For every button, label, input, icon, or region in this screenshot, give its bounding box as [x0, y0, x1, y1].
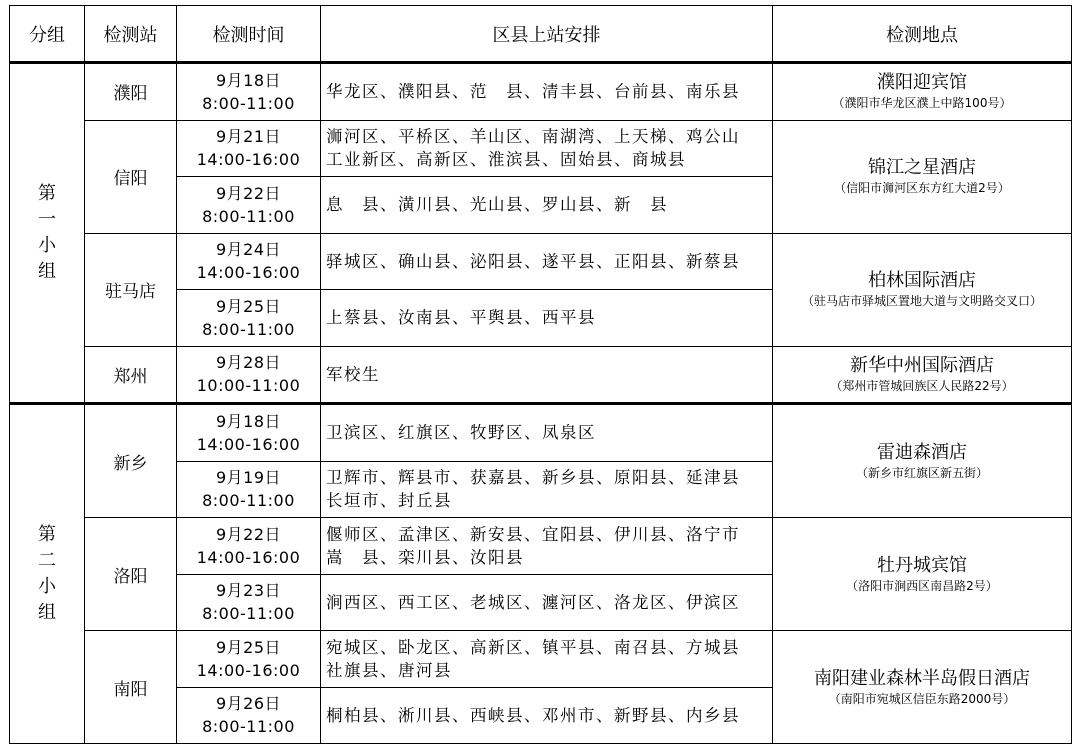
- session-districts: 息 县、潢川县、光山县、罗山县、新 县: [321, 177, 773, 234]
- session-time: 9月22日 14:00-16:00: [177, 518, 321, 575]
- header-site: 检测地点: [773, 6, 1072, 63]
- session-districts: 军校生: [321, 346, 773, 404]
- test-site: [773, 63, 1072, 121]
- table-row: [10, 233, 1072, 290]
- session-districts: 卫辉市、辉县市、获嘉县、新乡县、原阳县、延津县 长垣市、封丘县: [321, 461, 773, 518]
- station-name: 驻马店: [85, 233, 177, 346]
- table-row: [10, 120, 1072, 177]
- session-time: 9月18日 8:00-11:00: [177, 63, 321, 121]
- session-time: 9月21日 14:00-16:00: [177, 120, 321, 177]
- group-label: 第 一 小 组: [10, 63, 85, 404]
- test-site: [773, 120, 1072, 233]
- station-name: 南阳: [85, 631, 177, 744]
- group-label: 第 二 小 组: [10, 404, 85, 744]
- test-site: [773, 404, 1072, 518]
- site-address: （南阳市宛城区信臣东路2000号）: [828, 691, 1016, 706]
- session-districts: 桐柏县、淅川县、西峡县、邓州市、新野县、内乡县: [321, 687, 773, 744]
- header-station: 检测站: [85, 6, 177, 63]
- schedule-frame: [9, 5, 1072, 744]
- site-address: （驻马店市驿城区置地大道与文明路交叉口）: [801, 294, 1042, 308]
- site-name: 牡丹城宾馆: [877, 554, 967, 576]
- session-districts: 上蔡县、汝南县、平舆县、西平县: [321, 290, 773, 347]
- session-time: 9月25日 14:00-16:00: [177, 631, 321, 688]
- header-row: [10, 6, 1072, 63]
- header-time: 检测时间: [177, 6, 321, 63]
- session-time: 9月23日 8:00-11:00: [177, 574, 321, 631]
- session-time: 9月25日 8:00-11:00: [177, 290, 321, 347]
- station-name: 郑州: [85, 346, 177, 404]
- session-districts: 华龙区、濮阳县、范 县、清丰县、台前县、南乐县: [321, 63, 773, 121]
- test-site: [773, 631, 1072, 744]
- site-name: 南阳建业森林半岛假日酒店: [814, 667, 1030, 689]
- table-row: [10, 346, 1072, 404]
- site-address: （濮阳市华龙区濮上中路100号）: [832, 96, 1012, 111]
- station-name: 濮阳: [85, 63, 177, 121]
- station-name: 新乡: [85, 404, 177, 518]
- session-districts: 驿城区、确山县、泌阳县、遂平县、正阳县、新蔡县: [321, 233, 773, 290]
- session-time: 9月24日 14:00-16:00: [177, 233, 321, 290]
- table-row: [10, 518, 1072, 575]
- session-districts: 卫滨区、红旗区、牧野区、凤泉区: [321, 404, 773, 462]
- schedule-table: [9, 5, 1072, 744]
- table-row: [10, 631, 1072, 688]
- header-group: 分组: [10, 6, 85, 63]
- site-name: 濮阳迎宾馆: [877, 72, 967, 94]
- session-time: 9月26日 8:00-11:00: [177, 687, 321, 744]
- header-districts: 区县上站安排: [321, 6, 773, 63]
- site-name: 柏林国际酒店: [868, 270, 976, 291]
- session-districts: 宛城区、卧龙区、高新区、镇平县、南召县、方城县 社旗县、唐河县: [321, 631, 773, 688]
- test-site: [773, 346, 1072, 404]
- session-time: 9月28日 10:00-11:00: [177, 346, 321, 404]
- session-time: 9月18日 14:00-16:00: [177, 404, 321, 462]
- session-districts: 浉河区、平桥区、羊山区、南湖湾、上天梯、鸡公山 工业新区、高新区、淮滨县、固始县、商城县: [321, 120, 773, 177]
- site-address: （信阳市浉河区东方红大道2号）: [834, 181, 1010, 195]
- site-name: 雷迪森酒店: [877, 441, 967, 463]
- site-name: 新华中州国际酒店: [850, 354, 994, 376]
- test-site: [773, 518, 1072, 631]
- site-name: 锦江之星酒店: [868, 157, 976, 178]
- site-address: （新乡市红旗区新五街）: [855, 465, 988, 480]
- station-name: 洛阳: [85, 518, 177, 631]
- table-row: [10, 404, 1072, 462]
- session-time: 9月22日 8:00-11:00: [177, 177, 321, 234]
- session-districts: 涧西区、西工区、老城区、瀍河区、洛龙区、伊滨区: [321, 574, 773, 631]
- session-time: 9月19日 8:00-11:00: [177, 461, 321, 518]
- test-site: [773, 233, 1072, 346]
- table-row: [10, 63, 1072, 121]
- site-address: （郑州市管城回族区人民路22号）: [830, 378, 1014, 393]
- station-name: 信阳: [85, 120, 177, 233]
- session-districts: 偃师区、孟津区、新安县、宜阳县、伊川县、洛宁市 嵩 县、栾川县、汝阳县: [321, 518, 773, 575]
- site-address: （洛阳市涧西区南昌路2号）: [846, 578, 998, 593]
